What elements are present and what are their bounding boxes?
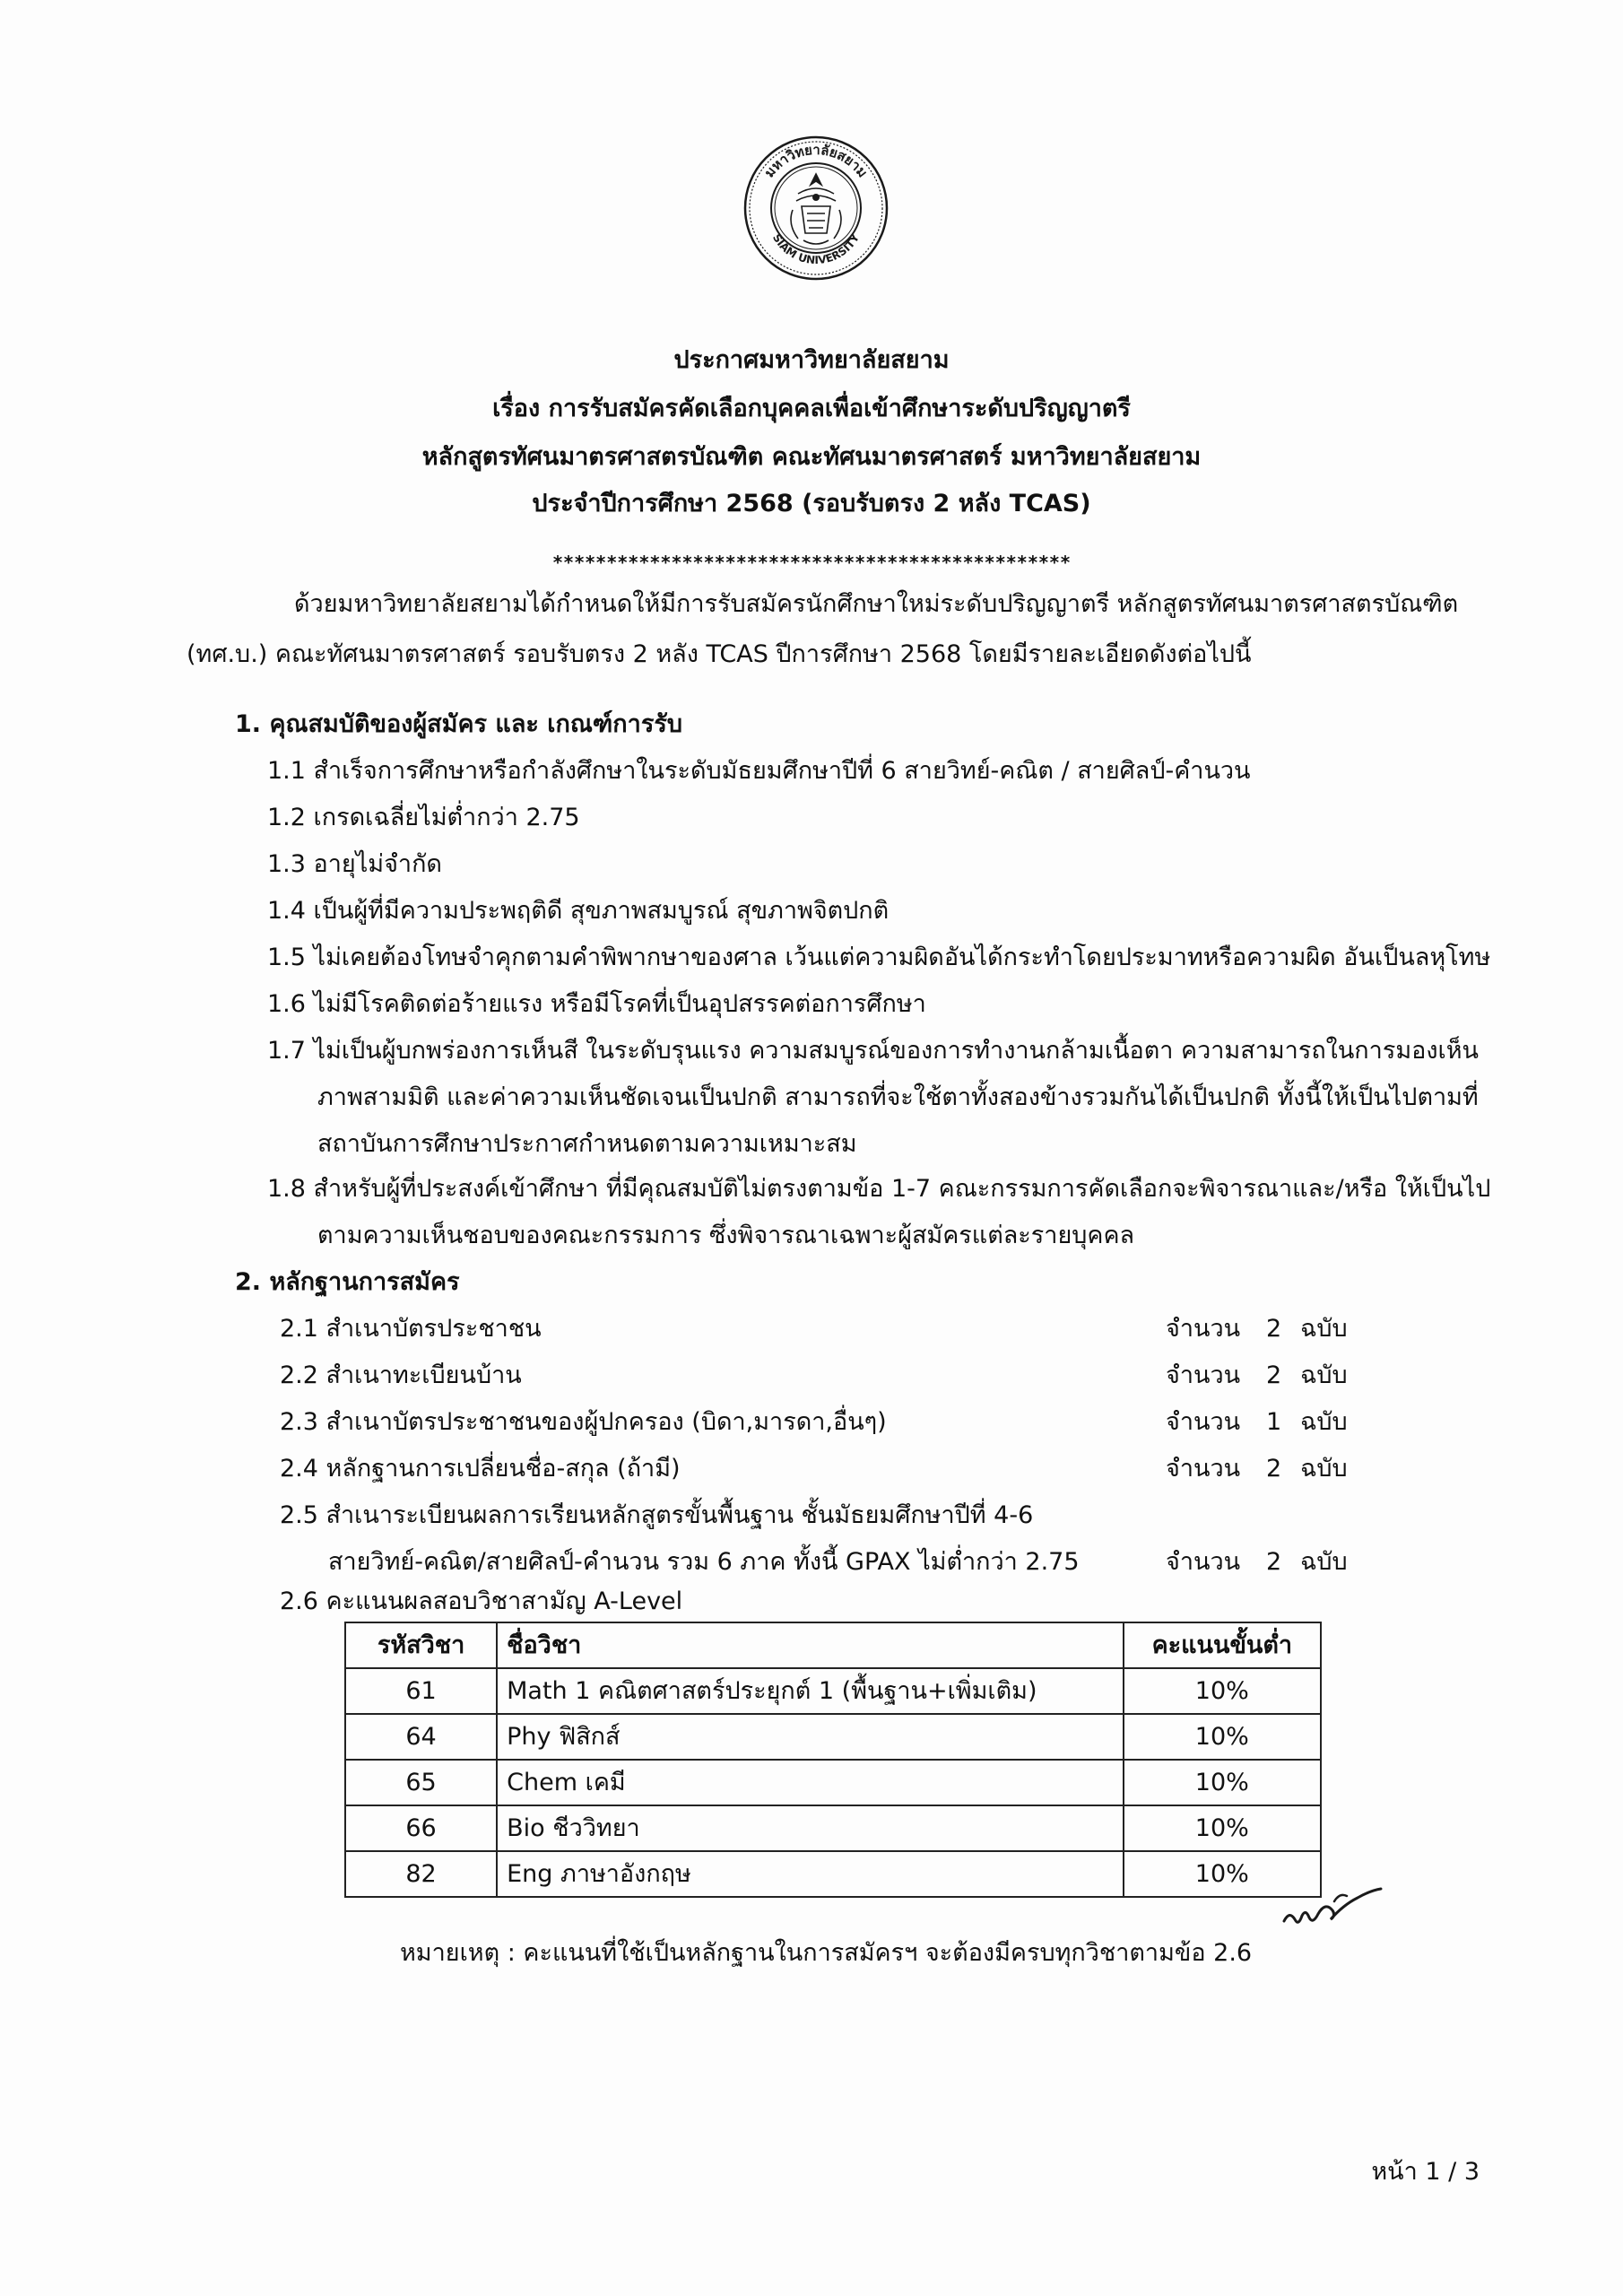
document-qty: 2 xyxy=(1266,1315,1282,1343)
document-item-label: 2.1 สำเนาบัตรประชาชน xyxy=(280,1315,542,1343)
seal-top-text: มหาวิทยาลัยสยาม xyxy=(760,141,872,181)
page-number: หน้า 1 / 3 xyxy=(1371,2158,1480,2186)
criteria-item: 1.4 เป็นผู้ที่มีความประพฤติดี สุขภาพสมบูรณ์ สุขภาพจิตปกติ xyxy=(267,897,890,925)
document-qty-unit: ฉบับ xyxy=(1300,1361,1348,1389)
document-item-label: 2.6 คะแนนผลสอบวิชาสามัญ A-Level xyxy=(280,1587,683,1615)
document-item-label: 2.4 หลักฐานการเปลี่ยนชื่อ-สกุล (ถ้ามี) xyxy=(280,1455,681,1483)
document-qty: 1 xyxy=(1266,1408,1282,1436)
section-1-title: 1. คุณสมบัติของผู้สมัคร และ เกณฑ์การรับ xyxy=(235,710,682,738)
min-score: 10% xyxy=(1124,1668,1321,1714)
subject-name: Eng ภาษาอังกฤษ xyxy=(497,1851,1124,1897)
table-row xyxy=(345,1851,1321,1897)
subject-name: Chem เคมี xyxy=(497,1760,1124,1805)
min-score: 10% xyxy=(1124,1851,1321,1897)
document-item-label-continued: สายวิทย์-คณิต/สายศิลป์-คำนวน รวม 6 ภาค ทั้งนี้ GPAX ไม่ต่ำกว่า 2.75 xyxy=(328,1548,1080,1576)
document-qty-label: จำนวน xyxy=(1166,1455,1241,1483)
university-seal-icon xyxy=(742,135,890,282)
handwritten-initials-icon xyxy=(1280,1874,1388,1937)
document-qty-label: จำนวน xyxy=(1166,1315,1241,1343)
criteria-item: 1.6 ไม่มีโรคติดต่อร้ายแรง หรือมีโรคที่เป็นอุปสรรคต่อการศึกษา xyxy=(267,990,926,1018)
section-2-title: 2. หลักฐานการสมัคร xyxy=(235,1268,460,1296)
criteria-item-continued: สถาบันการศึกษาประกาศกำหนดตามความเหมาะสม xyxy=(317,1130,857,1158)
criteria-item: 1.2 เกรดเฉลี่ยไม่ต่ำกว่า 2.75 xyxy=(267,804,580,831)
document-qty-unit: ฉบับ xyxy=(1300,1315,1348,1343)
table-row xyxy=(345,1714,1321,1760)
heading-divider: ************************************************ xyxy=(552,552,1071,573)
table-header-min-score: คะแนนขั้นต่ำ xyxy=(1124,1622,1321,1668)
document-qty-unit: ฉบับ xyxy=(1300,1408,1348,1436)
subject-code: 61 xyxy=(345,1668,497,1714)
heading-line-2: เรื่อง การรับสมัครคัดเลือกบุคคลเพื่อเข้าศึกษาระดับปริญญาตรี xyxy=(492,395,1131,422)
document-item-label: 2.3 สำเนาบัตรประชาชนของผู้ปกครอง (บิดา,มารดา,อื่นๆ) xyxy=(280,1408,887,1436)
intro-line-1: ด้วยมหาวิทยาลัยสยามได้กำหนดให้มีการรับสมัครนักศึกษาใหม่ระดับปริญญาตรี หลักสูตรทัศนมาตรศาสตรบัณฑิต xyxy=(294,590,1459,618)
note-text: หมายเหตุ : คะแนนที่ใช้เป็นหลักฐานในการสมัครฯ จะต้องมีครบทุกวิชาตามข้อ 2.6 xyxy=(400,1939,1253,1967)
document-qty-label: จำนวน xyxy=(1166,1361,1241,1389)
min-score: 10% xyxy=(1124,1760,1321,1805)
document-qty-label: จำนวน xyxy=(1166,1548,1241,1576)
subject-code: 66 xyxy=(345,1805,497,1851)
heading-line-4: ประจำปีการศึกษา 2568 (รอบรับตรง 2 หลัง TCAS) xyxy=(532,490,1091,517)
table-header-code: รหัสวิชา xyxy=(345,1622,497,1668)
intro-line-2: (ทศ.บ.) คณะทัศนมาตรศาสตร์ รอบรับตรง 2 หลัง TCAS ปีการศึกษา 2568 โดยมีรายละเอียดดังต่อไปนี้ xyxy=(187,640,1252,668)
a-level-score-table xyxy=(344,1622,1322,1898)
document-qty-unit: ฉบับ xyxy=(1300,1455,1348,1483)
subject-code: 64 xyxy=(345,1714,497,1760)
subject-name: Math 1 คณิตศาสตร์ประยุกต์ 1 (พื้นฐาน+เพิ่มเติม) xyxy=(497,1668,1124,1714)
criteria-item: 1.5 ไม่เคยต้องโทษจำคุกตามคำพิพากษาของศาล เว้นแต่ความผิดอันได้กระทำโดยประมาทหรือความผิด อันเป็นลหุโทษ xyxy=(267,944,1491,971)
subject-code: 65 xyxy=(345,1760,497,1805)
heading-line-3: หลักสูตรทัศนมาตรศาสตรบัณฑิต คณะทัศนมาตรศาสตร์ มหาวิทยาลัยสยาม xyxy=(421,443,1202,471)
criteria-item: 1.8 สำหรับผู้ที่ประสงค์เข้าศึกษา ที่มีคุณสมบัติไม่ตรงตามข้อ 1-7 คณะกรรมการคัดเลือกจะพิจารณาและ/หรือ ให้เป็นไป xyxy=(267,1175,1491,1203)
table-header-subject: ชื่อวิชา xyxy=(497,1622,1124,1668)
document-qty: 2 xyxy=(1266,1548,1282,1576)
table-row xyxy=(345,1668,1321,1714)
min-score: 10% xyxy=(1124,1805,1321,1851)
subject-name: Bio ชีววิทยา xyxy=(497,1805,1124,1851)
criteria-item: 1.7 ไม่เป็นผู้บกพร่องการเห็นสี ในระดับรุนแรง ความสมบูรณ์ของการทำงานกล้ามเนื้อตา ความสามารถในการมองเห็น xyxy=(267,1037,1480,1065)
document-qty-unit: ฉบับ xyxy=(1300,1548,1348,1576)
document-qty: 2 xyxy=(1266,1455,1282,1483)
criteria-item-continued: ตามความเห็นชอบของคณะกรรมการ ซึ่งพิจารณาเฉพาะผู้สมัครแต่ละรายบุคคล xyxy=(317,1222,1135,1249)
criteria-item: 1.1 สำเร็จการศึกษาหรือกำลังศึกษาในระดับมัธยมศึกษาปีที่ 6 สายวิทย์-คณิต / สายศิลป์-คำนวน xyxy=(267,757,1251,785)
subject-name: Phy ฟิสิกส์ xyxy=(497,1714,1124,1760)
document-item-label: 2.2 สำเนาทะเบียนบ้าน xyxy=(280,1361,522,1389)
document-qty: 2 xyxy=(1266,1361,1282,1389)
document-item-label: 2.5 สำเนาระเบียนผลการเรียนหลักสูตรขั้นพื้นฐาน ชั้นมัธยมศึกษาปีที่ 4-6 xyxy=(280,1501,1034,1529)
criteria-item-continued: ภาพสามมิติ และค่าความเห็นชัดเจนเป็นปกติ สามารถที่จะใช้ตาทั้งสองข้างรวมกันได้เป็นปกติ ทั้งนี้ให้เป็นไปตามที่ xyxy=(317,1083,1479,1111)
table-row xyxy=(345,1760,1321,1805)
min-score: 10% xyxy=(1124,1714,1321,1760)
document-qty-label: จำนวน xyxy=(1166,1408,1241,1436)
table-header-row xyxy=(345,1622,1321,1668)
seal-bottom-text: SIAM UNIVERSITY xyxy=(769,231,863,267)
criteria-item: 1.3 อายุไม่จำกัด xyxy=(267,850,442,878)
table-row xyxy=(345,1805,1321,1851)
subject-code: 82 xyxy=(345,1851,497,1897)
heading-line-1: ประกาศมหาวิทยาลัยสยาม xyxy=(673,346,950,374)
